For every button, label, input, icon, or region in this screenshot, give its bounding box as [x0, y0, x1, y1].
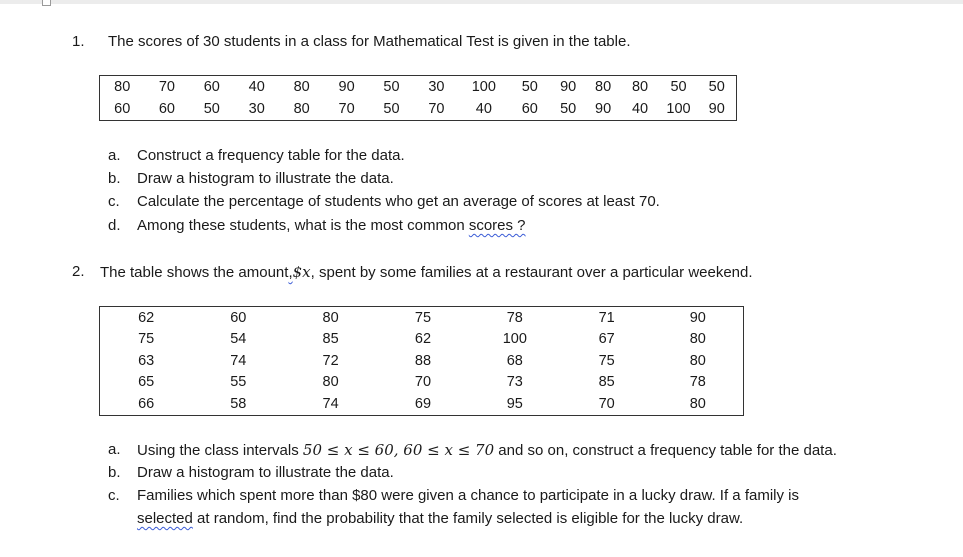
part-letter: a.	[108, 441, 121, 458]
table-cell: 75	[414, 309, 432, 326]
table-cell: 54	[230, 331, 247, 348]
table-row	[100, 329, 744, 351]
table-cell: 88	[414, 352, 432, 369]
table-cell: 100	[666, 101, 691, 117]
page-top-rule	[0, 0, 963, 4]
table-cell: 74	[322, 395, 339, 412]
part-text: Draw a histogram to illustrate the data.	[137, 464, 394, 481]
table-cell: 60	[521, 101, 538, 117]
table-cell: 50	[383, 101, 400, 117]
part-letter: d.	[108, 217, 121, 234]
table-cell: 75	[598, 352, 615, 369]
table-cell: 80	[293, 101, 310, 117]
table-row	[100, 350, 744, 372]
table-cell: 85	[598, 374, 615, 391]
part-text	[137, 217, 526, 234]
question-2-number: 2.	[72, 263, 85, 280]
table-cell: 62	[414, 331, 432, 348]
table-cell: 95	[506, 395, 523, 412]
table-cell: 80	[322, 309, 339, 326]
table-cell: 63	[138, 352, 155, 369]
table-cell: 80	[293, 79, 310, 95]
table-cell: 50	[670, 79, 687, 95]
table-cell: 50	[560, 101, 577, 117]
table-row	[100, 98, 737, 121]
part-text: Construct a frequency table for the data.	[137, 147, 405, 164]
table-cell: 78	[506, 309, 523, 326]
table-cell: 50	[521, 79, 538, 95]
part-text-after: and so on, construct a frequency table for the data.	[494, 442, 837, 459]
table-row	[100, 393, 744, 415]
table-cell: 60	[114, 101, 131, 117]
table-cell: 30	[248, 101, 265, 117]
table-cell: 80	[114, 79, 131, 95]
table-row	[100, 372, 744, 394]
part-text-line-1: Families which spent more than $80 were given a chance to participate in a lucky draw. If a family is	[137, 487, 799, 504]
table-cell: 65	[138, 374, 155, 391]
table-cell: 67	[598, 331, 615, 348]
table-cell: 80	[631, 79, 649, 95]
table-row	[100, 307, 744, 329]
question-1-text: The scores of 30 students in a class for Mathematical Test is given in the table.	[108, 33, 631, 50]
table-cell: 90	[595, 101, 612, 117]
part-letter: b.	[108, 464, 121, 481]
table-cell: 90	[338, 79, 355, 95]
question-1-table	[99, 75, 737, 121]
table-cell: 60	[158, 101, 175, 117]
question-2-text-after: , spent by some families at a restaurant over a particular weekend.	[310, 264, 753, 281]
part-letter: c.	[108, 487, 120, 504]
part-text	[137, 441, 837, 459]
table-cell: 50	[203, 101, 220, 117]
table-cell: 40	[475, 101, 492, 117]
table-cell: 90	[708, 101, 725, 117]
table-cell: 71	[598, 309, 615, 326]
table-cell: 58	[230, 395, 247, 412]
table-cell: 72	[322, 352, 339, 369]
part-text: Draw a histogram to illustrate the data.	[137, 170, 394, 187]
table-cell: 69	[414, 395, 432, 412]
part-letter: c.	[108, 193, 120, 210]
table-cell: 80	[689, 395, 706, 412]
table-cell: 100	[471, 79, 496, 95]
class-interval-math: 50 ≤ x ≤ 60, 60 ≤ x ≤ 70	[302, 441, 495, 459]
table-cell: 60	[203, 79, 220, 95]
table-cell: 70	[414, 374, 432, 391]
table-cell: 74	[230, 352, 247, 369]
table-cell: 70	[338, 101, 355, 117]
spellcheck-marked-text: scores ?	[468, 217, 526, 234]
question-1-number: 1.	[72, 33, 85, 50]
part-letter: b.	[108, 170, 121, 187]
table-cell: 40	[631, 101, 649, 117]
table-cell: 62	[138, 309, 155, 326]
question-2-text	[100, 263, 753, 281]
table-cell: 80	[595, 79, 612, 95]
table-cell: 55	[230, 374, 247, 391]
table-row	[100, 76, 737, 99]
table-cell: 80	[322, 374, 339, 391]
table-cell: 66	[138, 395, 155, 412]
table-cell: 40	[248, 79, 265, 95]
table-cell: 90	[560, 79, 577, 95]
table-cell: 75	[138, 331, 155, 348]
table-cell: 78	[689, 374, 706, 391]
amount-variable: $x	[292, 263, 311, 281]
table-cell: 70	[598, 395, 615, 412]
table-cell: 50	[708, 79, 725, 95]
part-text: Calculate the percentage of students who get an average of scores at least 70.	[137, 193, 660, 210]
table-cell: 80	[689, 331, 706, 348]
table-cell: 85	[322, 331, 339, 348]
table-cell: 70	[158, 79, 175, 95]
table-cell: 80	[689, 352, 706, 369]
question-2-text-before: The table shows the amount	[100, 264, 289, 281]
part-text-line-2	[137, 510, 743, 527]
question-2-table	[99, 306, 744, 416]
table-cell: 68	[506, 352, 523, 369]
table-cell: 70	[428, 101, 445, 117]
table-cell: 73	[506, 374, 523, 391]
part-letter: a.	[108, 147, 121, 164]
table-cell: 60	[230, 309, 247, 326]
table-cell: 50	[383, 79, 400, 95]
part-text-before: Among these students, what is the most common	[137, 217, 469, 234]
table-cell: 100	[502, 331, 527, 348]
page-corner-mark	[42, 0, 51, 6]
part-text-line-2-rest: at random, find the probability that the family selected is eligible for the lucky draw.	[192, 510, 744, 527]
table-cell: 30	[428, 79, 445, 95]
table-cell: 90	[689, 309, 706, 326]
part-text-before: Using the class intervals	[137, 442, 303, 459]
spellcheck-marked-text: ,	[288, 264, 293, 281]
spellcheck-marked-text: selected	[137, 510, 193, 527]
